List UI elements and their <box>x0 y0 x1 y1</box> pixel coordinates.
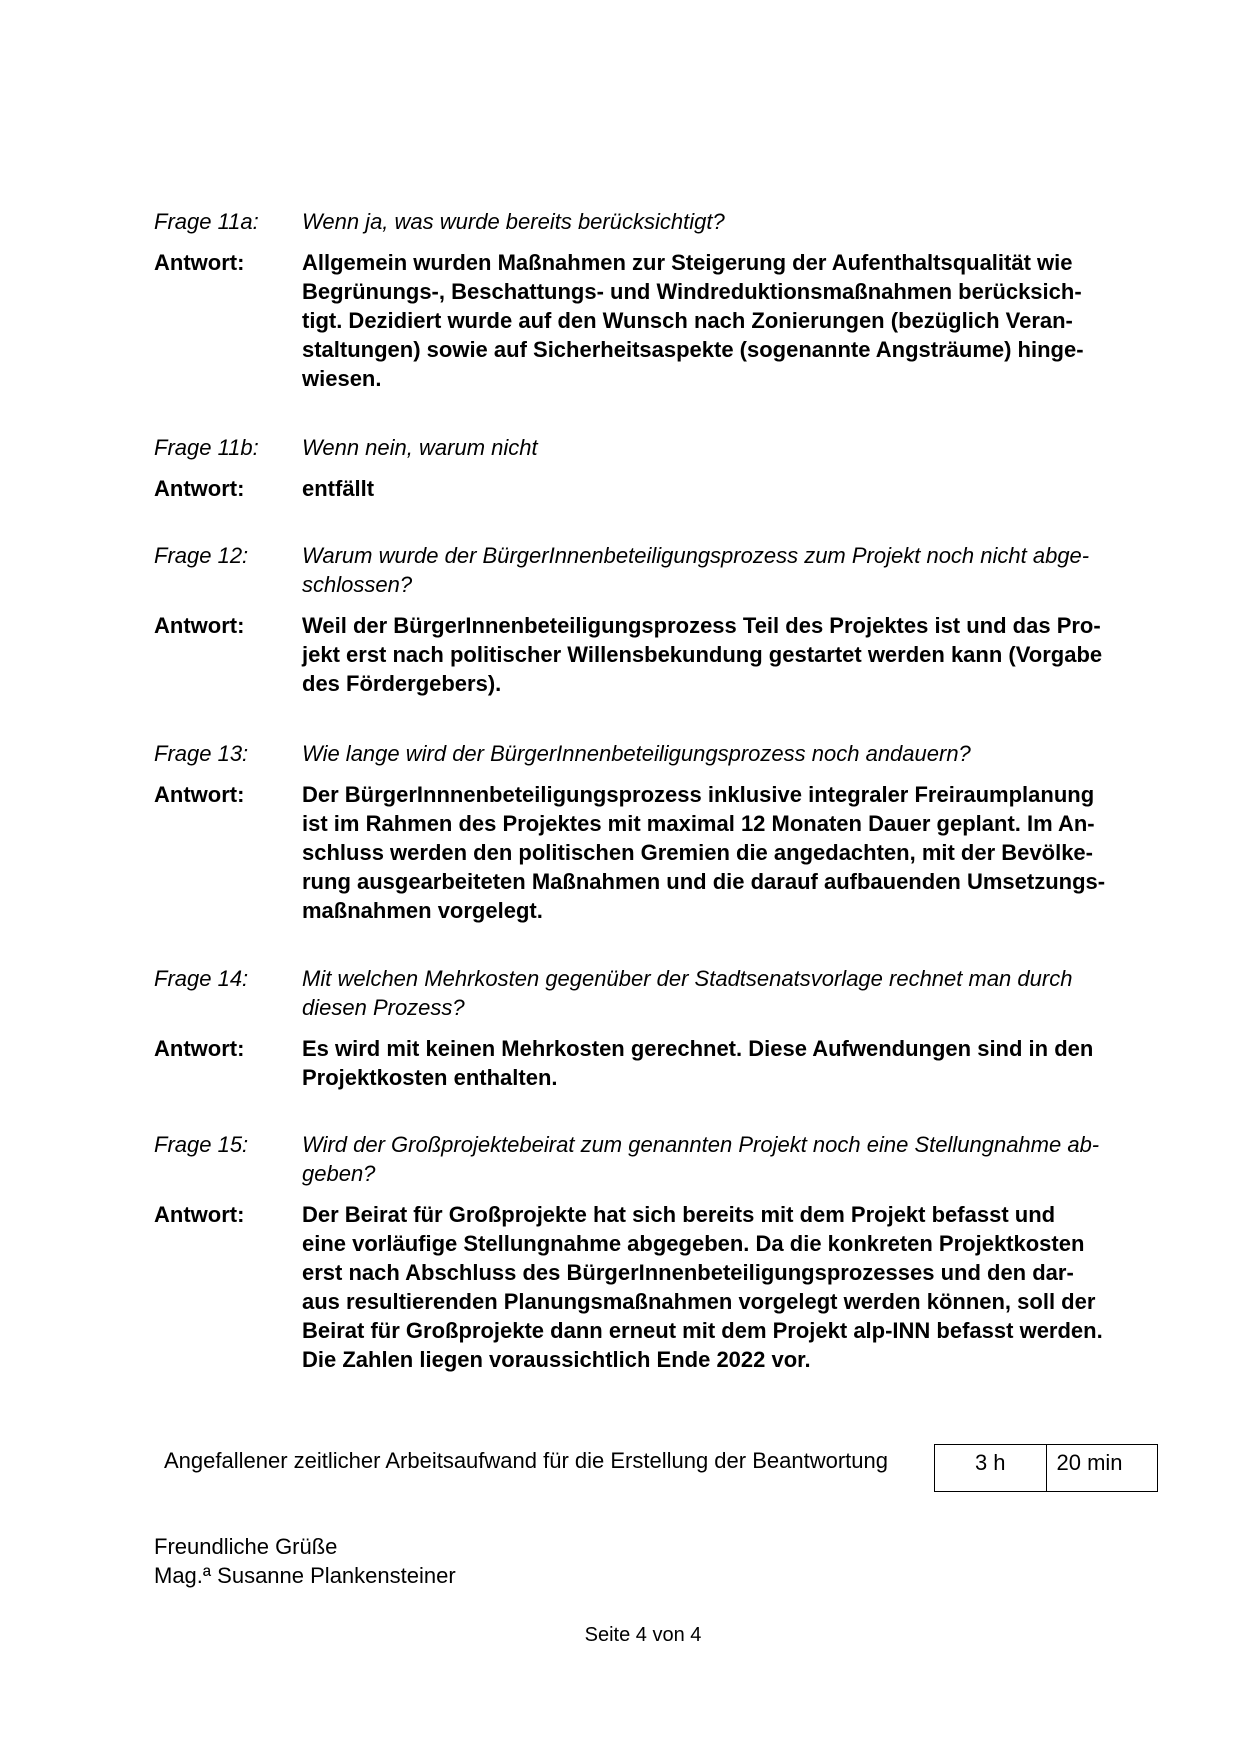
greeting-text: Freundliche Grüße <box>154 1534 338 1559</box>
answer-label: Antwort: <box>154 250 245 275</box>
question-row <box>154 739 1144 768</box>
question-label: Frage 12: <box>154 543 249 568</box>
question-label: Frage 11b: <box>154 435 259 460</box>
answer-row <box>154 474 1144 503</box>
question-text: Wie lange wird der BürgerInnenbeteiligungsprozess noch andauern? <box>302 741 971 766</box>
answer-text: Allgemein wurden Maßnahmen zur Steigerung der Aufenthaltsqualität wie Begrünungs-, Beschattungs- und Windreduktionsmaßnahmen berücksich- tigt. Dezidiert wurde auf den Wunsch nach Zonierungen (bezüglich Veran- staltungen) sowie auf Sicherheitsaspekte (sogenannte Angsträume) hinge- wiesen. <box>302 250 1084 391</box>
effort-table <box>934 1444 1158 1492</box>
question-label: Frage 11a: <box>154 209 259 234</box>
answer-text: Weil der BürgerInnenbeteiligungsprozess Teil des Projektes ist und das Pro- jekt erst nach politischer Willensbekundung gestartet werden kann (Vorgabe des Fördergebers). <box>302 613 1103 696</box>
answer-label: Antwort: <box>154 782 245 807</box>
qa-block-14 <box>154 964 1144 1092</box>
answer-row <box>154 611 1144 698</box>
question-row <box>154 964 1144 1022</box>
question-text: Wird der Großprojektebeirat zum genannten Projekt noch eine Stellungnahme ab- geben? <box>302 1132 1100 1186</box>
question-label: Frage 13: <box>154 741 249 766</box>
answer-label: Antwort: <box>154 1202 245 1227</box>
qa-block-13 <box>154 739 1144 925</box>
question-row <box>154 541 1144 599</box>
answer-label: Antwort: <box>154 613 245 638</box>
effort-label: Angefallener zeitlicher Arbeitsaufwand für die Erstellung der Beantwortung <box>164 1448 888 1473</box>
answer-row <box>154 780 1144 925</box>
signature-name: Mag.ª Susanne Plankensteiner <box>154 1563 456 1588</box>
effort-hours: 3 h <box>935 1445 1047 1491</box>
closing <box>154 1532 456 1590</box>
answer-label: Antwort: <box>154 1036 245 1061</box>
answer-label: Antwort: <box>154 476 245 501</box>
question-row <box>154 433 1144 462</box>
answer-row <box>154 248 1144 393</box>
question-text: Warum wurde der BürgerInnenbeteiligungsprozess zum Projekt noch nicht abge- schlossen? <box>302 543 1090 597</box>
answer-text: Es wird mit keinen Mehrkosten gerechnet. Diese Aufwendungen sind in den Projektkosten enthalten. <box>302 1036 1094 1090</box>
question-label: Frage 15: <box>154 1132 249 1157</box>
answer-text: entfällt <box>302 476 375 501</box>
answer-text: Der Beirat für Großprojekte hat sich bereits mit dem Projekt befasst und eine vorläufige Stellungnahme abgegeben. Da die konkreten Projektkosten erst nach Abschluss des BürgerInnenbeteiligungsprozesses und den dar- aus resultierenden Planungsmaßnahmen vorgelegt werden können, soll der Beirat für Großprojekte dann erneut mit dem Projekt alp-INN befasst werden. Die Zahlen liegen voraussichtlich Ende 2022 vor. <box>302 1202 1103 1372</box>
question-row <box>154 207 1144 236</box>
qa-block-11b <box>154 433 1144 503</box>
question-label: Frage 14: <box>154 966 249 991</box>
question-row <box>154 1130 1144 1188</box>
qa-block-12 <box>154 541 1144 698</box>
question-text: Wenn nein, warum nicht <box>302 435 538 460</box>
qa-block-11a <box>154 207 1144 393</box>
answer-row <box>154 1200 1144 1374</box>
question-text: Wenn ja, was wurde bereits berücksichtigt? <box>302 209 725 234</box>
answer-row <box>154 1034 1144 1092</box>
qa-block-15 <box>154 1130 1144 1374</box>
answer-text: Der BürgerInnnenbeteiligungsprozess inklusive integraler Freiraumplanung ist im Rahmen des Projektes mit maximal 12 Monaten Dauer geplant. Im An- schluss werden den politischen Gremien die angedachten, mit der Bevölke- rung ausgearbeiteten Maßnahmen und die darauf aufbauenden Umsetzungs- maßnahmen vorgelegt. <box>302 782 1106 923</box>
effort-minutes: 20 min <box>1056 1450 1123 1475</box>
question-text: Mit welchen Mehrkosten gegenüber der Stadtsenatsvorlage rechnet man durch diesen Prozess? <box>302 966 1073 1020</box>
page-number: Seite 4 von 4 <box>584 1624 702 1646</box>
